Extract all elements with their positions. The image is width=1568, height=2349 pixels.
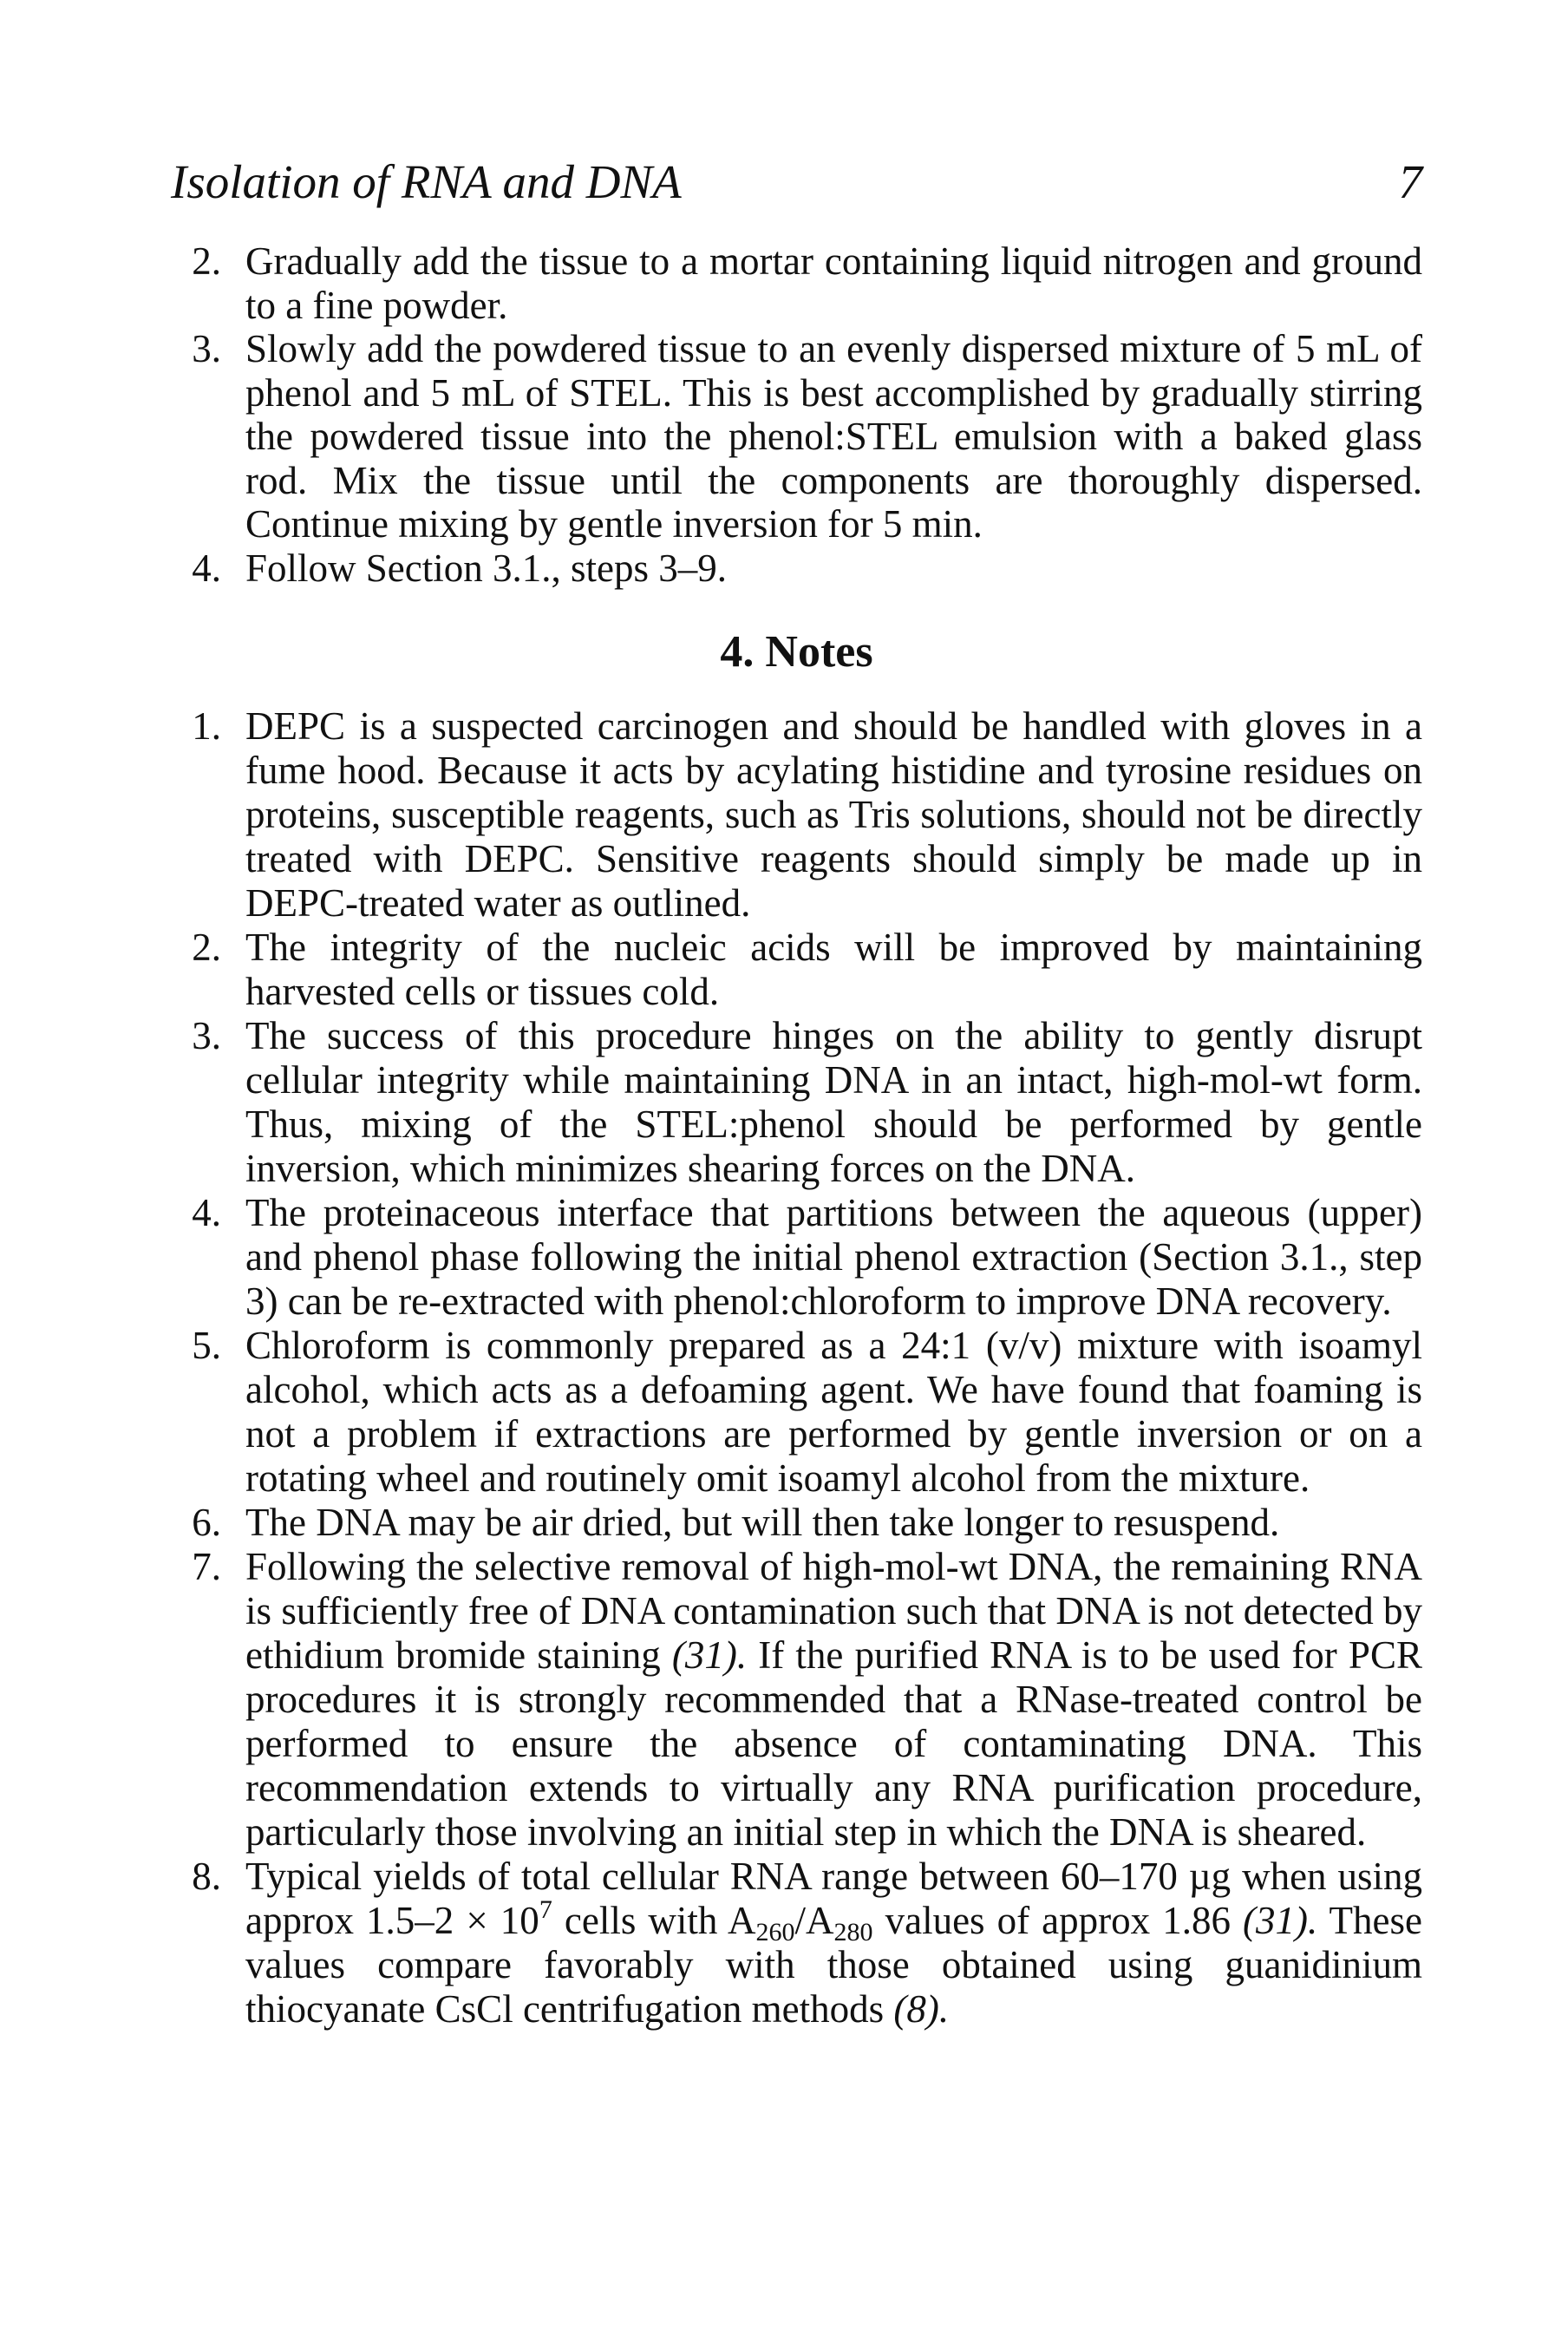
citation: (31). <box>671 1633 748 1677</box>
note-text: Typical yields of total cellular RNA range between 60–170 µg when using approx 1.5–2 × 10 <box>245 1855 1422 1942</box>
note-text: /A <box>794 1899 834 1942</box>
note-item <box>171 704 1422 926</box>
step-text: Slowly add the powdered tissue to an evenly dispersed mixture of 5 mL of phenol and 5 mL of STEL. This is best accomplished by gradually stirring the powdered tissue into the phenol:STEL emulsion with a baked glass rod. Mix the tissue until the components are thoroughly dispersed. Continue mixing by gentle inversion for 5 min. <box>245 327 1422 546</box>
notes-heading: 4. Notes <box>720 627 873 677</box>
note-number: 4. <box>192 1191 221 1234</box>
subscript: 260 <box>755 1918 795 1947</box>
page-number: 7 <box>1398 155 1422 208</box>
note-item <box>171 1324 1422 1501</box>
note-item <box>171 926 1422 1014</box>
citation: (8). <box>893 1987 950 2031</box>
note-text: If the purified RNA is to be used for PCR procedures it is strongly recommended that a RNase-treated control be performed to ensure the absence of contaminating DNA. This recommendation extends to virtually any RNA purification procedure, particularly those involving an initial step in which the DNA is sheared. <box>245 1633 1422 1854</box>
running-head <box>171 147 1422 217</box>
book-page <box>171 147 1422 2032</box>
note-number: 1. <box>192 704 221 748</box>
step-number: 3. <box>192 327 221 370</box>
note-number: 6. <box>192 1501 221 1544</box>
note-number: 8. <box>192 1855 221 1898</box>
superscript-exponent: 7 <box>539 1895 552 1924</box>
subscript: 280 <box>833 1918 873 1947</box>
citation: (31). <box>1243 1899 1318 1942</box>
protocol-step <box>171 327 1422 546</box>
note-text: Chloroform is commonly prepared as a 24:1 (v/v) mixture with isoamyl alcohol, which acts as a defoaming agent. We have found that foaming is not a problem if extractions are performed by gentle inversion or on a rotating wheel and routinely omit isoamyl alcohol from the mixture. <box>245 1324 1422 1500</box>
step-number: 2. <box>192 239 221 283</box>
note-text: These values compare favorably with those obtained using guanidinium thiocyanate CsCl centrifugation methods <box>245 1899 1422 2031</box>
step-text: Gradually add the tissue to a mortar containing liquid nitrogen and ground to a fine powder. <box>245 239 1422 327</box>
note-text: cells with A <box>552 1899 756 1942</box>
note-text: The integrity of the nucleic acids will be improved by maintaining harvested cells or tissues cold. <box>245 926 1422 1013</box>
note-text: The DNA may be air dried, but will then take longer to resuspend. <box>245 1501 1280 1544</box>
note-item <box>171 1191 1422 1324</box>
step-text: Follow Section 3.1., steps 3–9. <box>245 546 728 590</box>
note-text: DEPC is a suspected carcinogen and should be handled with gloves in a fume hood. Because it acts by acylating histidine and tyrosine residues on proteins, susceptible reagents, such as Tris solutions, should not be directly treated with DEPC. Sensitive reagents should simply be made up in DEPC-treated water as outlined. <box>245 704 1422 925</box>
note-item <box>171 1855 1422 2032</box>
note-text: The success of this procedure hinges on the ability to gently disrupt cellular integrity while maintaining DNA in an intact, high-mol-wt form. Thus, mixing of the STEL:phenol should be performed by gentle inversion, which minimizes shearing forces on the DNA. <box>245 1014 1422 1190</box>
protocol-step <box>171 239 1422 327</box>
note-text: values of approx 1.86 <box>872 1899 1244 1942</box>
note-item <box>171 1014 1422 1191</box>
note-item <box>171 1545 1422 1855</box>
step-number: 4. <box>192 546 221 590</box>
note-number: 7. <box>192 1545 221 1588</box>
notes-list <box>171 704 1422 2032</box>
running-title: Isolation of RNA and DNA <box>171 155 682 208</box>
protocol-steps <box>171 239 1422 590</box>
note-text: Following the selective removal of high-mol-wt DNA, the remaining RNA is sufficiently free of DNA contamination such that DNA is not detected by ethidium bromide staining <box>245 1545 1422 1677</box>
note-text: The proteinaceous interface that partitions between the aqueous (upper) and phenol phase following the initial phenol extraction (Section 3.1., step 3) can be re-extracted with phenol:chloroform to improve DNA recovery. <box>245 1191 1422 1323</box>
note-number: 5. <box>192 1324 221 1367</box>
note-number: 2. <box>192 926 221 969</box>
note-number: 3. <box>192 1014 221 1057</box>
note-item <box>171 1501 1422 1545</box>
protocol-step <box>171 546 1422 591</box>
